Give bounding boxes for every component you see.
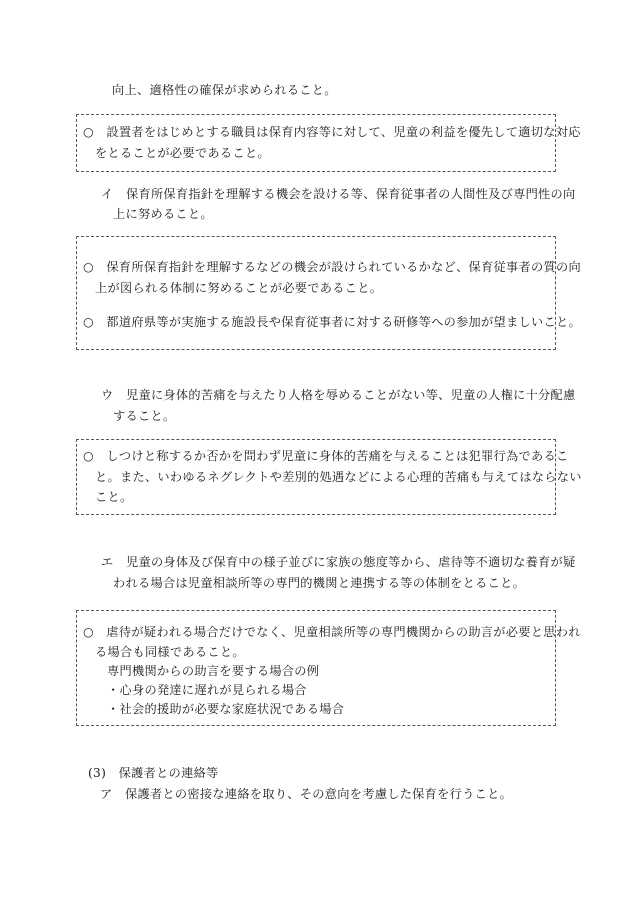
note-subheading: 専門機関からの助言を要する場合の例: [107, 664, 320, 678]
note-line: をとることが必要であること。: [95, 146, 270, 160]
note-line: こと。: [95, 490, 133, 504]
item-e-line-2: われる場合は児童相談所等の専門的機関と連携する等の体制をとること。: [113, 576, 526, 590]
note-line: と。また、いわゆるネグレクトや差別的処遇などによる心理的苦痛も与えてはならない: [95, 470, 582, 484]
section-3-heading: (3) 保護者との連絡等: [88, 766, 219, 780]
intro-continuation: 向上、適格性の確保が求められること。: [112, 83, 337, 97]
item-i-line-1: イ 保育所保育指針を理解する機会を設ける等、保育従事者の人間性及び専門性の向: [101, 187, 576, 201]
note-line: 上が図られる体制に努めることが必要であること。: [95, 281, 383, 295]
note-line: ○ 都道府県等が実施する施設長や保育従事者に対する研修等への参加が望ましいこと。: [83, 315, 581, 329]
note-box-4: [76, 610, 581, 726]
bullet-item: ・社会的援助が必要な家庭状況である場合: [107, 702, 345, 716]
note-line: ○ 虐待が疑われる場合だけでなく、児童相談所等の専門機関からの助言が必要と思われ: [83, 625, 581, 639]
note-line: る場合も同様であること。: [95, 645, 245, 659]
item-i-line-2: 上に努めること。: [113, 207, 213, 221]
note-box-1: [76, 114, 581, 172]
item-e-line-1: エ 児童の身体及び保育中の様子並びに家族の態度等から、虐待等不適切な養育が疑: [101, 555, 576, 569]
item-u-line-1: ウ 児童に身体的苦痛を与えたり人格を辱めることがない等、児童の人権に十分配慮: [101, 388, 576, 402]
section-3-item-a: ア 保護者との密接な連絡を取り、その意向を考慮した保育を行うこと。: [100, 787, 513, 801]
note-line: ○ 保育所保育指針を理解するなどの機会が設けられているかなど、保育従事者の質の向: [83, 260, 581, 274]
note-box-3: [76, 439, 582, 515]
note-line: ○ しつけと称するか否かを問わず児童に身体的苦痛を与えることは犯罪行為であるこ: [83, 449, 569, 463]
note-box-2: [76, 236, 581, 350]
bullet-item: ・心身の発達に遅れが見られる場合: [107, 683, 307, 697]
item-u-line-2: すること。: [113, 409, 176, 423]
note-line: ○ 設置者をはじめとする職員は保育内容等に対して、児童の利益を優先して適切な対応: [83, 125, 581, 139]
